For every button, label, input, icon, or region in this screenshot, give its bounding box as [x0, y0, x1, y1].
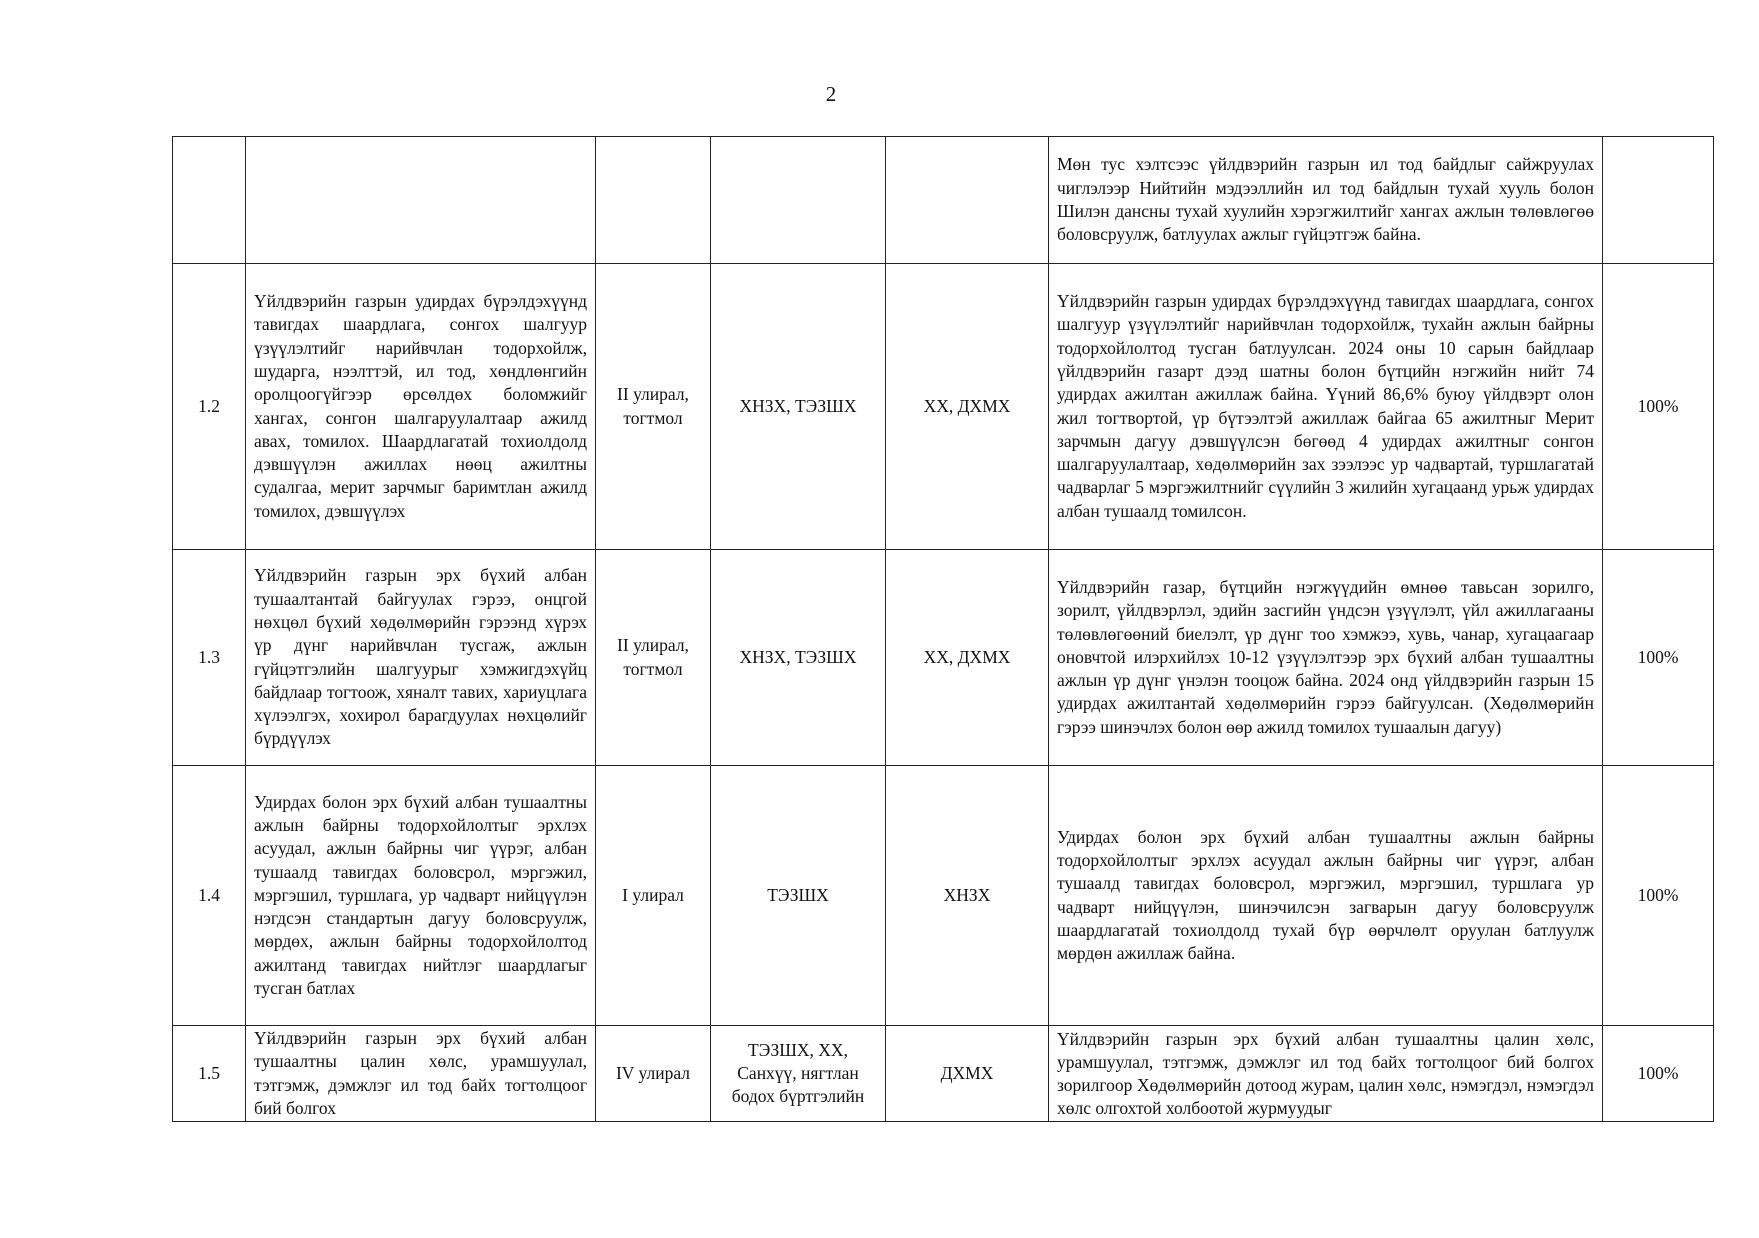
responsible-unit: ТЭЗШХ, ХХ, Санхүү, нягтлан бодох бүртгэлийн — [711, 1026, 886, 1122]
row-number: 1.2 — [173, 264, 246, 550]
completion-percent — [1603, 137, 1714, 264]
implementation-result: Үйлдвэрийн газрын удирдах бүрэлдэхүүнд тавигдах шаардлага, сонгох шалгуур үзүүлэлтийг нарийвчлан тодорхойлж, тухайн ажлын байрны тодорхойлолтод тусган батлуулсан. 2024 оны 10 сарын байдлаар үйлдвэрийн газарт дээд шатны болон бүтцийн нэгжийн нийт 74 удирдах ажилтан ажиллаж байна. Үүний 86,6% буюу үйлдвэрт олон жил тогтвортой, үр бүтээлтэй ажиллаж байгаа 65 ажилтныг Мерит зарчмын дагуу дэвшүүлсэн бөгөөд 4 удирдах ажилтныг сонгон шалгаруулалтаар, хөдөлмөрийн зах зээлээс ур чадвартай, туршлагатай чадварлаг 5 мэргэжилтнийг сүүлийн 3 жилийн хугацаанд урьж удирдах албан тушаалд томилсон. — [1049, 264, 1603, 550]
responsible-unit: ТЭЗШХ — [711, 766, 886, 1026]
task-description: Үйлдвэрийн газрын эрх бүхий албан тушаалтны цалин хөлс, урамшуулал, тэтгэмж, дэмжлэг ил тод байх тогтолцоог бий болгох — [246, 1026, 596, 1122]
completion-percent: 100% — [1603, 264, 1714, 550]
table-row — [173, 1026, 1714, 1122]
page-number: 2 — [825, 82, 837, 106]
timeframe: I улирал — [596, 766, 711, 1026]
responsible-unit: ХНЗХ, ТЭЗШХ — [711, 264, 886, 550]
responsible-unit: ХНЗХ, ТЭЗШХ — [711, 550, 886, 766]
row-number: 1.4 — [173, 766, 246, 1026]
row-number — [173, 137, 246, 264]
row-number: 1.5 — [173, 1026, 246, 1122]
task-description: Үйлдвэрийн газрын эрх бүхий албан тушаалтантай байгуулах гэрээ, онцгой нөхцөл бүхий хөдөлмөрийн гэрээнд хүрэх үр дүнг нарийвчлан тусгаж, ажлын гүйцэтгэлийн шалгуурыг хэмжигдэхүйц байдлаар тогтоож, хяналт тавих, хариуцлага хүлээлгэх, хохирол барагдуулах нөхцөлийг бүрдүүлэх — [246, 550, 596, 766]
action-plan-table — [172, 136, 1714, 1122]
task-description — [246, 137, 596, 264]
completion-percent: 100% — [1603, 766, 1714, 1026]
responsible-unit — [711, 137, 886, 264]
timeframe — [596, 137, 711, 264]
participating-unit: ХХ, ДХМХ — [886, 264, 1049, 550]
table-row — [173, 550, 1714, 766]
timeframe: II улирал, тогтмол — [596, 264, 711, 550]
row-number: 1.3 — [173, 550, 246, 766]
table-row — [173, 264, 1714, 550]
implementation-result — [1049, 1026, 1603, 1122]
timeframe: II улирал, тогтмол — [596, 550, 711, 766]
implementation-result-text: Үйлдвэрийн газрын эрх бүхий албан тушаалтны цалин хөлс, урамшуулал, тэтгэмж, дэмжлэг ил тод байх тогтолцоог бий болгох зорилгоор Хөдөлмөрийн дотоод журам, цалин хөлс, нэмэгдэл, нэмэгдэл хөлс олгохтой холбоотой журмуудыг — [1057, 1028, 1594, 1119]
completion-percent: 100% — [1603, 1026, 1714, 1122]
participating-unit: ХХ, ДХМХ — [886, 550, 1049, 766]
table-row — [173, 137, 1714, 264]
implementation-result: Мөн тус хэлтсээс үйлдвэрийн газрын ил тод байдлыг сайжруулах чиглэлээр Нийтийн мэдээллийн ил тод байдлын тухай хууль болон Шилэн дансны тухай хуулийн хэрэгжилтийг хангах ажлын төлөвлөгөө боловсруулж, батлуулах ажлыг гүйцэтгэж байна. — [1049, 137, 1603, 264]
implementation-result: Удирдах болон эрх бүхий албан тушаалтны ажлын байрны тодорхойлолтыг эрхлэх асуудал ажлын байрны чиг үүрэг, албан тушаалд тавигдах боловсрол, мэргэжил, мэргэшил, туршлага ур чадварт нийцүүлэн, шинэчилсэн загварын дагуу боловсруулж шаардлагатай тохиолдолд тухай бүр өөрчлөлт оруулан батлуулж мөрдөн ажиллаж байна. — [1049, 766, 1603, 1026]
timeframe: IV улирал — [596, 1026, 711, 1122]
participating-unit — [886, 137, 1049, 264]
completion-percent: 100% — [1603, 550, 1714, 766]
implementation-result: Үйлдвэрийн газар, бүтцийн нэгжүүдийн өмнөө тавьсан зорилго, зорилт, үйлдвэрлэл, эдийн засгийн үндсэн үзүүлэлт, үйл ажиллагааны төлөвлөгөөний биелэлт, үр дүнг тоо хэмжээ, хувь, чанар, хугацаагаар оновчтой илэрхийлэх 10-12 үзүүлэлтээр эрх бүхий албан тушаалтны ажлын үр дүнг үнэлэн тооцож байна. 2024 онд үйлдвэрийн газрын 15 удирдах ажилтантай хөдөлмөрийн гэрээ байгуулсан. (Хөдөлмөрийн гэрээ шинэчлэх болон өөр ажилд томилох тушаалын дагуу) — [1049, 550, 1603, 766]
task-description: Удирдах болон эрх бүхий албан тушаалтны ажлын байрны тодорхойлолтыг эрхлэх асуудал, ажлын байрны чиг үүрэг, албан тушаалд тавигдах боловсрол, мэргэжил, мэргэшил, туршлага, ур чадварт нийцүүлэн нэгдсэн стандартын дагуу боловсруулж, мөрдөх, ажлын байрны тодорхойлолтод ажилтанд тавигдах нийтлэг шаардлагыг тусган батлах — [246, 766, 596, 1026]
participating-unit: ХНЗХ — [886, 766, 1049, 1026]
task-description: Үйлдвэрийн газрын удирдах бүрэлдэхүүнд тавигдах шаардлага, сонгох шалгуур үзүүлэлтийг нарийвчлан тодорхойлж, шударга, нээлттэй, ил тод, хөндлөнгийн оролцоогүйгээр өрсөлдөх боломжийг хангах, сонгон шалгаруулалтаар ажилд авах, томилох. Шаардлагатай тохиолдолд дэвшүүлэн ажиллах нөөц ажилтны судалгаа, мерит зарчмыг баримтлан ажилд томилох, дэвшүүлэх — [246, 264, 596, 550]
participating-unit: ДХМХ — [886, 1026, 1049, 1122]
table-row — [173, 766, 1714, 1026]
